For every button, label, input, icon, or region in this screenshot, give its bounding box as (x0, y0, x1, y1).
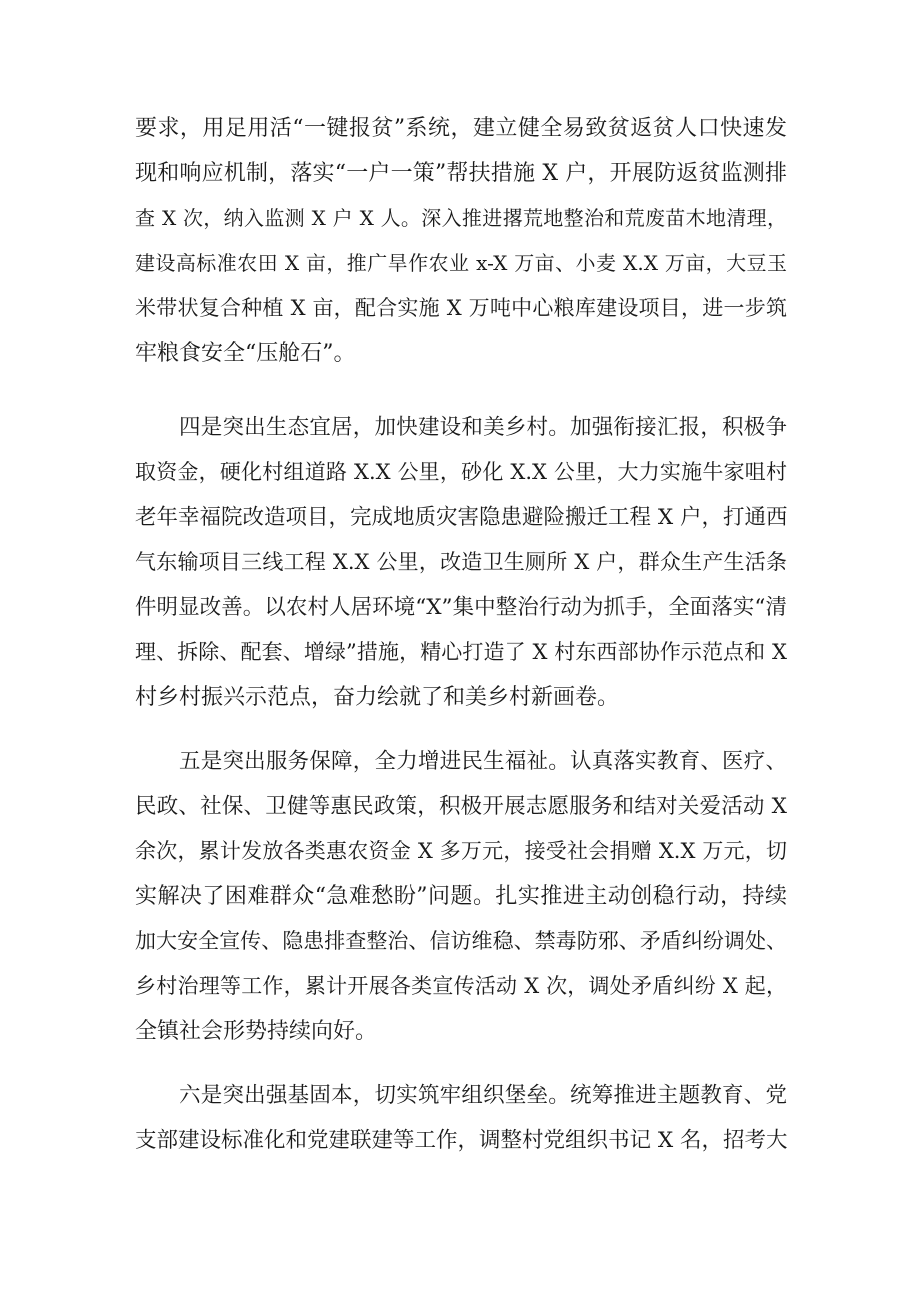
paragraph-line: 民政、社保、卫健等惠民政策，积极开展志愿服务和结对关爱活动 X (135, 794, 787, 819)
paragraph-line: 取资金，硬化村组道路 X.X 公里，砂化 X.X 公里，大力实施牛家咀村 (135, 460, 787, 484)
paragraph-line: 米带状复合种植 X 亩，配合实施 X 万吨中心粮库建设项目，进一步筑 (135, 296, 787, 320)
paragraph-line: 要求，用足用活“一键报贫”系统，建立健全易致贫返贫人口快速发 (135, 116, 787, 141)
paragraph-line: 实解决了困难群众“急难愁盼”问题。扎实推进主动创稳行动，持续 (135, 884, 787, 909)
paragraph-line: 五是突出服务保障，全力增进民生福祉。认真落实教育、医疗、 (179, 749, 787, 774)
paragraph-3 (135, 739, 787, 1054)
paragraph-line: 气东输项目三线工程 X.X 公里，改造卫生厕所 X 户，群众生产生活条 (135, 550, 787, 574)
paragraph-4 (135, 1073, 787, 1163)
paragraph-1 (135, 106, 787, 376)
paragraph-line: 全镇社会形势持续向好。 (135, 1019, 378, 1044)
paragraph-line: 加大安全宣传、隐患排查整治、信访维稳、禁毒防邪、矛盾纠纷调处、 (135, 929, 787, 953)
paragraph-line: 建设高标准农田 X 亩，推广旱作农业 x-X 万亩、小麦 X.X 万亩，大豆玉 (135, 251, 787, 275)
paragraph-line: 老年幸福院改造项目，完成地质灾害隐患避险搬迁工程 X 户，打通西 (135, 505, 787, 530)
paragraph-line: 余次，累计发放各类惠农资金 X 多万元，接受社会捐赠 X.X 万元，切 (135, 839, 787, 863)
paragraph-line: 现和响应机制，落实“一户一策”帮扶措施 X 户，开展防返贫监测排 (135, 161, 787, 186)
paragraph-line: 支部建设标准化和党建联建等工作，调整村党组织书记 X 名，招考大 (135, 1128, 787, 1153)
paragraph-line: 查 X 次，纳入监测 X 户 X 人。深入推进撂荒地整治和荒废苗木地清理， (135, 206, 787, 230)
paragraph-line: 四是突出生态宜居，加快建设和美乡村。加强衔接汇报，积极争 (179, 415, 787, 440)
paragraph-line: 理、拆除、配套、增绿”措施，精心打造了 X 村东西部协作示范点和 X (135, 640, 787, 664)
paragraph-line: 件明显改善。以农村人居环境“X”集中整治行动为抓手，全面落实“清 (135, 595, 787, 620)
paragraph-line: 六是突出强基固本，切实筑牢组织堡垒。统筹推进主题教育、党 (179, 1083, 787, 1108)
paragraph-line: 牢粮食安全“压舱石”。 (135, 341, 356, 366)
paragraph-2 (135, 405, 787, 720)
paragraph-line: 乡村治理等工作，累计开展各类宣传活动 X 次，调处矛盾纠纷 X 起， (135, 974, 787, 998)
paragraph-line: 村乡村振兴示范点，奋力绘就了和美乡村新画卷。 (135, 685, 620, 710)
